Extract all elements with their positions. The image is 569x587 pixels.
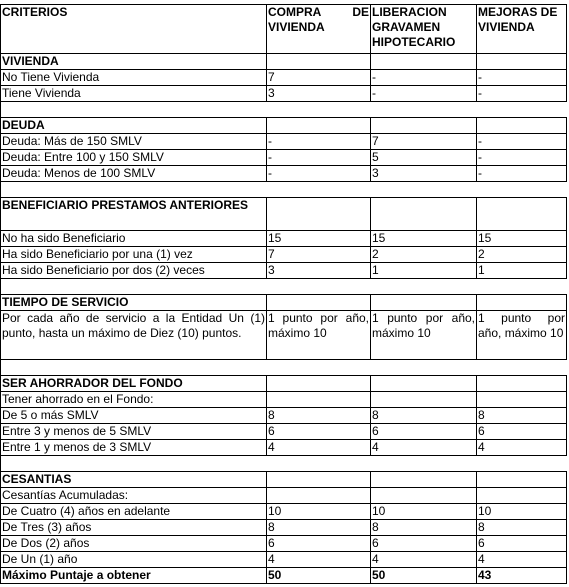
spacer-row — [1, 456, 567, 472]
row-label: De 5 o más SMLV — [1, 408, 267, 424]
cell-compra: 8 — [267, 408, 371, 424]
cell-compra: 10 — [267, 504, 371, 520]
total-label: Máximo Puntaje a obtener — [1, 568, 267, 584]
cell-liberacion: 7 — [371, 134, 477, 150]
table-row — [1, 552, 567, 568]
row-label: De Dos (2) años — [1, 536, 267, 552]
cell-liberacion: - — [371, 70, 477, 86]
cell-compra: 1 punto por año, máximo 10 — [267, 311, 371, 360]
row-label: No Tiene Vivienda — [1, 70, 267, 86]
cell-compra: 7 — [267, 247, 371, 263]
table-row — [1, 247, 567, 263]
cell-liberacion: 6 — [371, 536, 477, 552]
cell-mejoras: - — [477, 166, 567, 182]
header-row — [1, 5, 567, 54]
cell-liberacion: 15 — [371, 231, 477, 247]
cell-mejoras: 4 — [477, 552, 567, 568]
table-row — [1, 134, 567, 150]
cell-compra: 6 — [267, 424, 371, 440]
section-title-row — [1, 472, 567, 488]
table-row — [1, 70, 567, 86]
cell-mejoras: 8 — [477, 408, 567, 424]
section-title-row — [1, 376, 567, 392]
table-row — [1, 520, 567, 536]
spacer-row — [1, 102, 567, 118]
cell-mejoras: - — [477, 150, 567, 166]
total-liberacion: 50 — [371, 568, 477, 584]
cell-compra: 7 — [267, 70, 371, 86]
row-label: No ha sido Beneficiario — [1, 231, 267, 247]
cell-liberacion: 6 — [371, 424, 477, 440]
table-row — [1, 150, 567, 166]
table-row — [1, 263, 567, 279]
cell-compra: 15 — [267, 231, 371, 247]
cell-liberacion: - — [371, 86, 477, 102]
cell-mejoras: - — [477, 86, 567, 102]
row-label: Ha sido Beneficiario por una (1) vez — [1, 247, 267, 263]
header-criterios: CRITERIOS — [1, 5, 267, 54]
section-subtitle: Cesantías Acumuladas: — [1, 488, 267, 504]
section-title-row — [1, 198, 567, 231]
header-mejoras-vivienda: MEJORAS DE VIVIENDA — [477, 5, 567, 54]
table-row — [1, 536, 567, 552]
cell-mejoras: 6 — [477, 424, 567, 440]
cell-mejoras: 8 — [477, 520, 567, 536]
row-label: Deuda: Más de 150 SMLV — [1, 134, 267, 150]
row-label: Deuda: Entre 100 y 150 SMLV — [1, 150, 267, 166]
row-label: De Un (1) año — [1, 552, 267, 568]
cell-compra: 6 — [267, 536, 371, 552]
cell-liberacion: 8 — [371, 408, 477, 424]
cell-mejoras: 6 — [477, 536, 567, 552]
cell-mejoras: 10 — [477, 504, 567, 520]
table-row — [1, 166, 567, 182]
cell-mejoras: 1 — [477, 263, 567, 279]
cell-compra: 4 — [267, 552, 371, 568]
table-row — [1, 86, 567, 102]
total-mejoras: 43 — [477, 568, 567, 584]
cell-mejoras: 2 — [477, 247, 567, 263]
table-row — [1, 504, 567, 520]
cell-mejoras: - — [477, 134, 567, 150]
cell-liberacion: 1 punto por año, máximo 10 — [371, 311, 477, 360]
section-title-deuda: DEUDA — [1, 118, 267, 134]
section-title-vivienda: VIVIENDA — [1, 54, 267, 70]
cell-mejoras: 15 — [477, 231, 567, 247]
cell-compra: 8 — [267, 520, 371, 536]
cell-compra: - — [267, 166, 371, 182]
row-label: De Tres (3) años — [1, 520, 267, 536]
table-row — [1, 424, 567, 440]
section-title-ahorrador: SER AHORRADOR DEL FONDO — [1, 376, 267, 392]
cell-compra: 4 — [267, 440, 371, 456]
section-title-tiempo: TIEMPO DE SERVICIO — [1, 295, 267, 311]
cell-mejoras: 1 punto por año, máximo 10 — [477, 311, 567, 360]
criteria-table — [0, 4, 567, 584]
table-row — [1, 488, 567, 504]
row-label: Por cada año de servicio a la Entidad Un (1) punto, hasta un máximo de Diez (10) puntos. — [1, 311, 267, 360]
row-label: Entre 1 y menos de 3 SMLV — [1, 440, 267, 456]
section-title-cesantias: CESANTIAS — [1, 472, 267, 488]
row-label: Deuda: Menos de 100 SMLV — [1, 166, 267, 182]
section-subtitle: Tener ahorrado en el Fondo: — [1, 392, 267, 408]
table-row — [1, 311, 567, 360]
section-title-row — [1, 295, 567, 311]
cell-liberacion: 8 — [371, 520, 477, 536]
total-row — [1, 568, 567, 584]
table-row — [1, 231, 567, 247]
cell-liberacion: 4 — [371, 552, 477, 568]
cell-liberacion: 5 — [371, 150, 477, 166]
spacer-row — [1, 182, 567, 198]
cell-liberacion: 2 — [371, 247, 477, 263]
section-title-row — [1, 118, 567, 134]
spacer-row — [1, 279, 567, 295]
header-compra-vivienda: COMPRA DE VIVIENDA — [267, 5, 371, 54]
row-label: Entre 3 y menos de 5 SMLV — [1, 424, 267, 440]
table-row — [1, 440, 567, 456]
cell-compra: 3 — [267, 86, 371, 102]
cell-liberacion: 10 — [371, 504, 477, 520]
cell-liberacion: 4 — [371, 440, 477, 456]
total-compra: 50 — [267, 568, 371, 584]
cell-mejoras: - — [477, 70, 567, 86]
spacer-row — [1, 360, 567, 376]
cell-mejoras: 4 — [477, 440, 567, 456]
cell-compra: 3 — [267, 263, 371, 279]
cell-liberacion: 1 — [371, 263, 477, 279]
section-title-row — [1, 54, 567, 70]
row-label: De Cuatro (4) años en adelante — [1, 504, 267, 520]
cell-compra: - — [267, 134, 371, 150]
row-label: Tiene Vivienda — [1, 86, 267, 102]
cell-liberacion: 3 — [371, 166, 477, 182]
row-label: Ha sido Beneficiario por dos (2) veces — [1, 263, 267, 279]
cell-compra: - — [267, 150, 371, 166]
section-title-beneficiario: BENEFICIARIO PRESTAMOS ANTERIORES — [1, 198, 267, 231]
header-liberacion-gravamen: LIBERACION GRAVAMEN HIPOTECARIO — [371, 5, 477, 54]
table-row — [1, 392, 567, 408]
table-row — [1, 408, 567, 424]
